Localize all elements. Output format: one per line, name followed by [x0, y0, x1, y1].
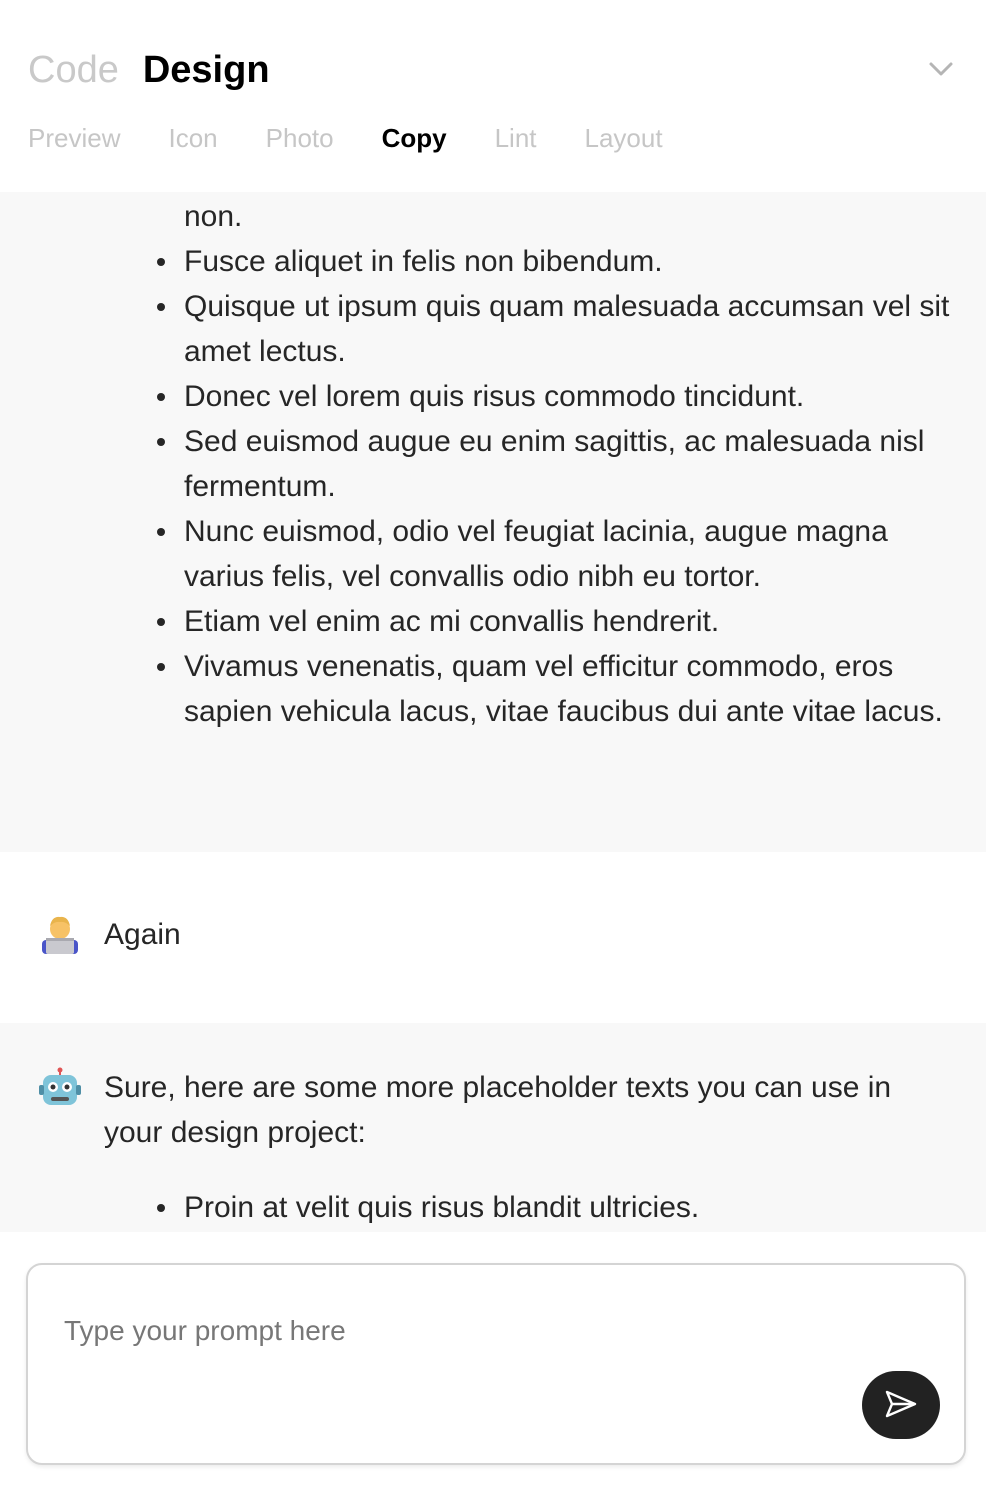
tab-bar — [28, 118, 711, 158]
tab-icon[interactable]: Icon — [168, 123, 218, 153]
mode-switcher — [28, 48, 294, 96]
header — [0, 0, 986, 192]
chevron-down-icon[interactable] — [926, 54, 956, 84]
tab-photo[interactable]: Photo — [265, 123, 334, 153]
list-item: Fusce aliquet in felis non bibendum. — [0, 239, 986, 284]
list-item: Proin at velit quis risus blandit ultricies. — [0, 1185, 986, 1230]
chat-history[interactable] — [0, 192, 986, 1232]
send-icon — [884, 1389, 918, 1422]
list-item: Sed euismod augue eu enim sagittis, ac malesuada nisl fermentum. — [0, 419, 986, 509]
list-item: Etiam vel enim ac mi convallis hendrerit. — [0, 599, 986, 644]
robot-avatar-icon — [38, 1067, 82, 1111]
prompt-input[interactable] — [64, 1301, 844, 1361]
user-message-text: Again — [104, 918, 181, 951]
mode-code[interactable]: Code — [28, 49, 119, 91]
list-item: Quisque ut ipsum quis quam malesuada accumsan vel sit amet lectus. — [0, 284, 986, 374]
assistant-message — [0, 192, 986, 852]
tab-layout[interactable]: Layout — [584, 123, 663, 153]
user-message — [0, 852, 986, 1023]
list-item: Vivamus venenatis, quam vel efficitur commodo, eros sapien vehicula lacus, vitae faucibus dui ante vitae lacus. — [0, 644, 986, 734]
send-button[interactable] — [862, 1371, 940, 1439]
list-item: Nunc euismod, odio vel feugiat lacinia, augue magna varius felis, vel convallis odio nibh eu tortor. — [0, 509, 986, 599]
tab-preview[interactable]: Preview — [28, 123, 121, 153]
tab-copy[interactable]: Copy — [381, 123, 447, 153]
list-item: Donec vel lorem quis risus commodo tincidunt. — [0, 374, 986, 419]
assistant-message-text: Sure, here are some more placeholder texts you can use in your design project: — [104, 1071, 892, 1149]
assistant-message — [0, 1023, 986, 1232]
tab-lint[interactable]: Lint — [494, 123, 537, 153]
bullet-list — [0, 1185, 986, 1230]
technologist-avatar-icon — [38, 912, 82, 956]
prompt-composer — [26, 1263, 966, 1465]
mode-design[interactable]: Design — [142, 49, 270, 91]
list-item: non. — [184, 200, 243, 233]
bullet-list — [0, 194, 986, 734]
